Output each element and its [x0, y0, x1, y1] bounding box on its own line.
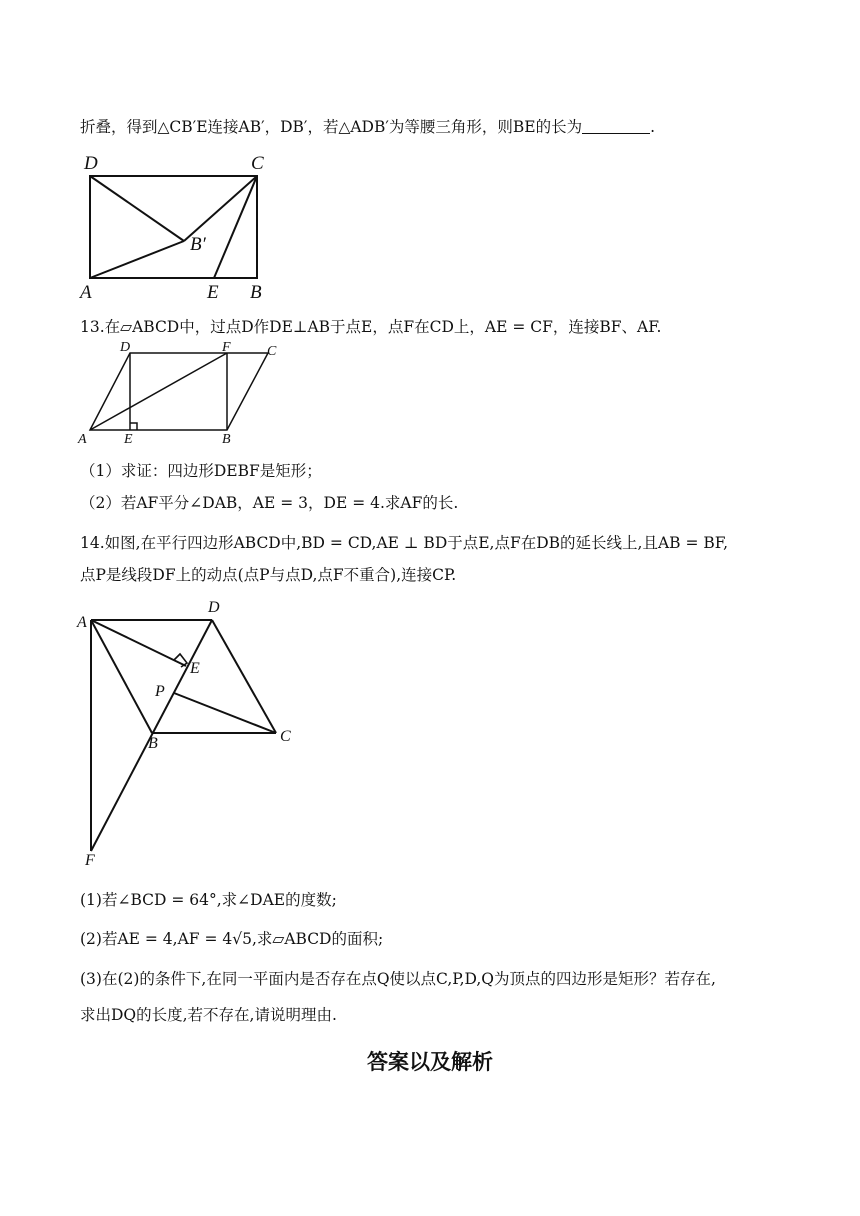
- q14-part3-line2: 求出DQ的长度,若不存在,请说明理由.: [80, 1006, 337, 1024]
- q13-label-C: C: [267, 344, 277, 359]
- q12-text: [80, 116, 655, 138]
- q14-label-B: B: [148, 735, 158, 752]
- q14-label-P: P: [155, 683, 165, 700]
- q13-part2: （2）若AF平分∠DAB，AE = 3，DE = 4.求AF的长.: [80, 494, 459, 512]
- q12-label-A: A: [80, 282, 92, 302]
- q12-label-E: E: [207, 282, 219, 302]
- q14-stem-line2: 点P是线段DF上的动点(点P与点D,点F不重合),连接CP.: [80, 566, 457, 584]
- q14-label-D: D: [208, 599, 220, 616]
- q14-part1: (1)若∠BCD = 64°,求∠DAE的度数;: [80, 891, 337, 909]
- q12-end: .: [650, 118, 656, 136]
- q14-label-F: F: [85, 852, 95, 869]
- q13-label-E: E: [124, 432, 133, 447]
- q14-figure: [70, 596, 310, 871]
- q12-figure: [70, 150, 290, 302]
- q14-label-A: A: [77, 614, 87, 631]
- answer-blank: [582, 117, 650, 134]
- section-title: 答案以及解析: [367, 1050, 493, 1074]
- q13-label-F: F: [222, 342, 231, 355]
- q12-label-C: C: [251, 153, 264, 174]
- q13-figure: [74, 342, 284, 448]
- q13-label-D: D: [120, 342, 131, 355]
- q12-label-D: D: [84, 153, 98, 174]
- q13-label-A: A: [78, 432, 87, 447]
- q13-part1: （1）求证：四边形DEBF是矩形；: [80, 462, 322, 480]
- q14-label-E: E: [190, 660, 200, 677]
- q14-stem-line1: 14.如图,在平行四边形ABCD中,BD = CD,AE ⊥ BD于点E,点F在DB的延长线上,且AB = BF,: [80, 534, 729, 552]
- q14-part2: (2)若AE = 4,AF = 4√5,求▱ABCD的面积;: [80, 930, 384, 948]
- q14-part3-line1: (3)在(2)的条件下,在同一平面内是否存在点Q使以点C,P,D,Q为顶点的四边形是矩形？若存在,: [80, 970, 716, 988]
- q14-label-C: C: [280, 728, 291, 745]
- q13-stem: 13.在▱ABCD中，过点D作DE⊥AB于点E，点F在CD上，AE = CF，连接BF、AF.: [80, 318, 662, 336]
- q13-label-B: B: [222, 432, 231, 447]
- q12-label-B: B: [250, 282, 262, 302]
- q12-label-B1: B′: [190, 234, 206, 255]
- q12-intro: 折叠，得到△CB′E连接AB′，DB′，若△ADB′为等腰三角形，则BE的长为: [80, 118, 583, 136]
